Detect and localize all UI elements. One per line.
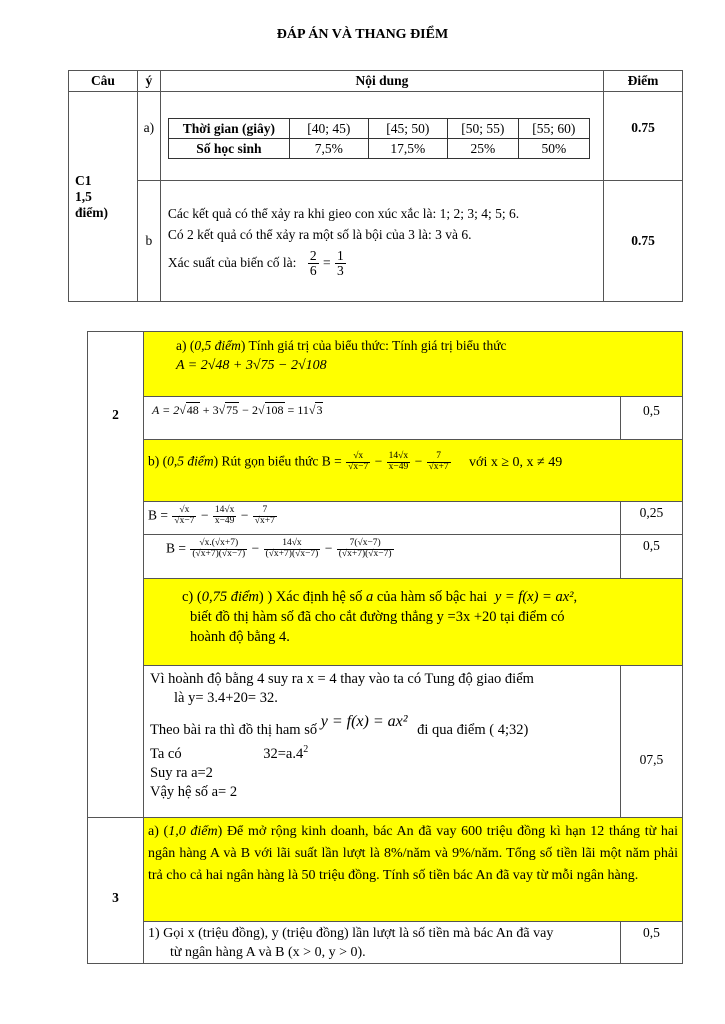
q2b-step2-score: 0,5 — [620, 535, 682, 579]
q3-step1 — [143, 922, 620, 964]
part-b-label: b — [137, 181, 160, 302]
minus-sign: − — [414, 453, 423, 469]
q2c-answer-line3b: đi qua điểm ( 4;32) — [417, 722, 529, 738]
fraction — [190, 539, 247, 560]
fraction — [387, 452, 411, 473]
fraction-den: √x+7 — [428, 461, 449, 472]
operator: + 3 — [199, 403, 219, 417]
part-a-score: 0.75 — [604, 92, 683, 181]
q3a-head: a) ( — [147, 824, 169, 839]
fraction-den: √x+7 — [254, 515, 275, 526]
q2b-step2 — [143, 535, 620, 579]
q2a-answer: A = 2√48 + 3√75 − 2√108 = 11√3 — [143, 397, 620, 440]
part-b-score: 0.75 — [604, 181, 683, 302]
part-a-label: a) — [137, 92, 160, 181]
header-score: Điểm — [604, 71, 683, 92]
page-title: ĐÁP ÁN VÀ THANG ĐIỂM — [276, 27, 449, 42]
q2c-line2: biết đồ thị hàm số đã cho cắt đường thẳng y =3x +20 tại điểm có — [189, 609, 565, 625]
fraction-den: √x−7 — [348, 461, 369, 472]
minus-sign: − — [374, 453, 383, 469]
header-y: ý — [137, 71, 160, 92]
part-b-line2: Có 2 kết quả có thể xảy ra một số là bội của 3 là: 3 và 6. — [167, 227, 472, 242]
q2b-points: 0,5 điểm — [167, 453, 214, 469]
q2a-head: a) ( — [175, 338, 195, 353]
q2c-line3: hoành độ bằng 4. — [189, 629, 290, 645]
radicand: 108 — [265, 403, 284, 417]
fraction — [264, 539, 321, 560]
q2c-comma: , — [573, 589, 578, 605]
fraction-num: √x.(√x+7) — [190, 539, 247, 550]
fraction-den: (√x+7)(√x−7) — [192, 548, 246, 559]
fraction-num: 7 — [427, 452, 451, 463]
exponent: 2 — [303, 744, 309, 755]
q2c-answer — [143, 666, 620, 818]
q2c-prompt — [143, 579, 682, 666]
freq-value-1: 7,5% — [289, 139, 368, 159]
fraction-1-3 — [335, 249, 346, 278]
part-b-line1: Các kết quả có thể xảy ra khi gieo con xúc xắc là: 1; 2; 3; 4; 5; 6. — [167, 206, 520, 221]
header-cau: Câu — [69, 71, 138, 92]
q3a-tail: ) Để mở rộng kinh doanh, bác An đã vay 600 triệu đồng kì hạn 12 tháng từ hai ngân hàng A và B với lãi suất lần lượt là 8%/năm và 9%/năm. Tổng số tiền lãi một năm phải trả cho cả hai ngân hàng là 50 triệu đồng. Tính số tiền bác An đã vay từ mỗi ngân hàng. — [147, 824, 678, 883]
q3-step1-line1: 1) Gọi x (triệu đồng), y (triệu đồng) lần lượt là số tiền mà bác An đã vay — [147, 926, 554, 941]
q2c-answer-line5: Suy ra a=2 — [149, 764, 213, 781]
part-a-content — [160, 92, 603, 181]
fraction — [172, 506, 196, 527]
freq-header-0: Thời gian (giây) — [168, 119, 289, 139]
radicand: 75 — [226, 403, 239, 417]
q3a-prompt — [143, 818, 682, 922]
answer-table-1 — [68, 70, 683, 302]
question-2-label: 2 — [88, 332, 144, 818]
freq-value-3: 25% — [447, 139, 518, 159]
fraction-den: x−49 — [388, 461, 409, 472]
q2b-condition: với x ≥ 0, x ≠ 49 — [469, 454, 563, 470]
fraction-num: 1 — [336, 248, 344, 263]
frequency-table — [168, 118, 590, 159]
fraction — [213, 506, 237, 527]
fraction-den: √x−7 — [174, 515, 195, 526]
fraction-num: 14√x — [213, 506, 237, 517]
part-b-content — [160, 181, 603, 302]
radicand: 48 — [186, 403, 199, 417]
fraction — [346, 452, 370, 473]
radicand: 3 — [316, 403, 323, 417]
q3-step1-score: 0,5 — [620, 922, 682, 964]
freq-header-3: [50; 55) — [447, 119, 518, 139]
question-c1-cell — [69, 92, 138, 302]
step-lhs: B = — [165, 540, 186, 556]
freq-value-2: 17,5% — [368, 139, 447, 159]
q2b-prompt — [143, 440, 682, 502]
freq-value-4: 50% — [518, 139, 589, 159]
q2c-points: 0,75 điểm — [201, 589, 259, 605]
fraction — [337, 539, 394, 560]
operator: = 11 — [284, 403, 309, 417]
part-b-line3-row — [168, 249, 603, 278]
operator: − 2 — [239, 403, 258, 417]
q2b-step1-score: 0,25 — [620, 502, 682, 535]
question-c1-points-unit: điểm) — [75, 204, 108, 220]
minus-sign: − — [240, 507, 249, 523]
fraction-num: 14√x — [387, 452, 411, 463]
freq-row-label: Số học sinh — [168, 139, 289, 159]
fraction-num: 7 — [253, 506, 277, 517]
q2c-answer-line4a: Ta có — [149, 745, 182, 762]
fraction-2-6 — [308, 249, 319, 278]
fraction-num: √x — [346, 452, 370, 463]
q3a-points: 1,0 điểm — [168, 824, 218, 839]
minus-sign: − — [200, 507, 209, 523]
freq-header-1: [40; 45) — [289, 119, 368, 139]
q2a-score: 0,5 — [620, 397, 682, 440]
q2b-step1 — [143, 502, 620, 535]
minus-sign: − — [251, 540, 260, 556]
q2c-tail1: ) ) Xác định hệ số — [258, 589, 363, 605]
q2b-tail: ) Rút gọn biểu thức B = — [213, 453, 342, 469]
fraction-den: (√x+7)(√x−7) — [265, 548, 319, 559]
q2a-prompt — [143, 332, 682, 397]
fraction — [253, 506, 277, 527]
part-b-line3: Xác suất của biến cố là: — [167, 254, 297, 270]
q2c-answer-function: y = f(x) = ax² — [320, 713, 408, 730]
q2c-answer-line3a: Theo bài ra thì đồ thị ham số — [149, 722, 318, 738]
q2b-head: b) ( — [147, 453, 168, 469]
fraction-den: (√x+7)(√x−7) — [338, 548, 392, 559]
q2c-function: y = f(x) = ax² — [494, 589, 574, 605]
q2c-a-symbol: a — [366, 589, 374, 605]
freq-header-2: [45; 50) — [368, 119, 447, 139]
q2a-tail: ) Tính giá trị của biểu thức: Tính giá trị biểu thức — [240, 338, 507, 353]
minus-sign: − — [324, 540, 333, 556]
answer-table-2 — [87, 331, 683, 964]
equals-sign: = — [322, 254, 331, 270]
q2c-answer-line4b: 32=a.4 — [263, 745, 304, 762]
fraction-num: 7(√x−7) — [337, 539, 394, 550]
step-lhs: B = — [147, 507, 168, 523]
q2c-score: 07,5 — [620, 666, 682, 818]
fraction-num: 2 — [309, 248, 317, 263]
question-3-label: 3 — [88, 818, 144, 964]
q2c-answer-line6: Vậy hệ số a= 2 — [149, 783, 238, 800]
fraction — [427, 452, 451, 473]
q2c-answer-line1: Vì hoành độ bằng 4 suy ra x = 4 thay vào ta có Tung độ giao điểm — [149, 671, 534, 687]
q2c-tail2: của hàm số bậc hai — [376, 589, 488, 605]
fraction-den: x−49 — [214, 515, 235, 526]
q2a-points: 0,5 điểm — [194, 338, 241, 353]
question-c1-label: C1 — [75, 172, 92, 188]
fraction-num: 14√x — [264, 539, 321, 550]
q3-step1-line2: từ ngân hàng A và B (x > 0, y > 0). — [169, 945, 366, 960]
fraction-den: 3 — [336, 263, 344, 279]
header-content: Nội dung — [160, 71, 603, 92]
q2c-answer-line2: là y= 3.4+20= 32. — [173, 690, 278, 706]
q2c-head: c) ( — [181, 589, 202, 605]
fraction-num: √x — [172, 506, 196, 517]
q2a-lhs: A = 2 — [151, 403, 180, 417]
q2a-expression: A = 2√48 + 3√75 − 2√108 — [175, 358, 327, 373]
question-c1-points: 1,5 — [75, 188, 92, 204]
fraction-den: 6 — [309, 263, 317, 279]
freq-header-4: [55; 60) — [518, 119, 589, 139]
